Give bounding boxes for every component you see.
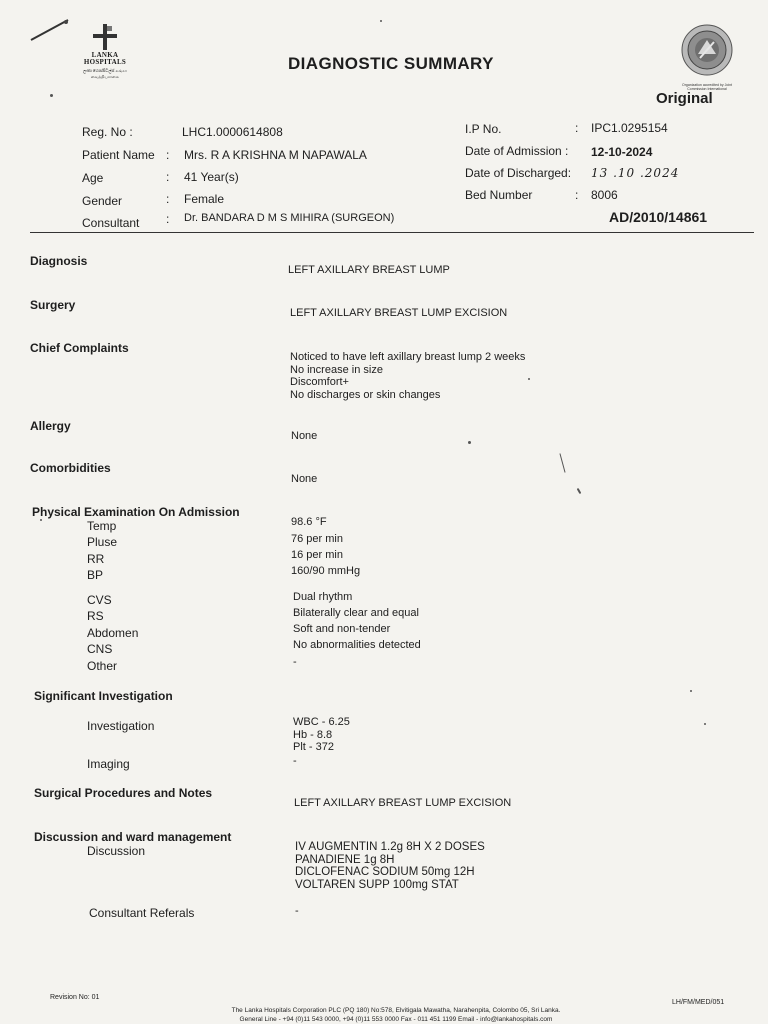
procedures-heading: Surgical Procedures and Notes xyxy=(34,786,213,800)
consultant-referrals-value: - xyxy=(295,905,299,917)
temp-value: 98.6 °F xyxy=(291,516,327,528)
consultant-referrals-label: Consultant Referals xyxy=(89,906,195,920)
scan-speck xyxy=(704,723,706,725)
temp-label: Temp xyxy=(87,519,117,533)
bp-value: 160/90 mmHg xyxy=(291,565,361,577)
procedures-value: LEFT AXILLARY BREAST LUMP EXCISION xyxy=(294,797,512,809)
medication-line: IV AUGMENTIN 1.2g 8H X 2 DOSES xyxy=(295,841,485,853)
surgery-value: LEFT AXILLARY BREAST LUMP EXCISION xyxy=(290,307,508,319)
diagnosis-heading: Diagnosis xyxy=(30,254,88,268)
accreditation-seal xyxy=(680,24,734,91)
cross-logo-icon xyxy=(85,22,125,52)
scan-speck xyxy=(40,519,42,521)
chief-complaints-list xyxy=(290,351,525,401)
footer-address xyxy=(196,1006,596,1024)
other-label: Other xyxy=(87,659,118,673)
age-label: Age xyxy=(82,171,104,185)
imaging-label: Imaging xyxy=(87,757,130,771)
imaging-value: - xyxy=(293,755,297,767)
admission-date-value: 12-10-2024 xyxy=(591,145,653,159)
comorbidities-value: None xyxy=(291,473,318,485)
medication-line: VOLTAREN SUPP 100mg STAT xyxy=(295,878,459,891)
bp-label: BP xyxy=(87,568,104,582)
admission-date-label: Date of Admission : xyxy=(465,144,569,158)
surgery-heading: Surgery xyxy=(30,298,76,312)
investigation-result-line: WBC - 6.25 xyxy=(293,716,350,728)
scan-speck xyxy=(690,690,692,692)
chief-complaints-heading: Chief Complaints xyxy=(30,341,129,355)
complaint-line: Discomfort+ xyxy=(290,376,349,388)
colon: : xyxy=(166,170,170,184)
pulse-label: Pluse xyxy=(87,535,118,549)
bed-number-label: Bed Number xyxy=(465,188,533,202)
seal-caption: Organization accredited by Joint Commission International xyxy=(682,83,732,91)
complaint-line: No discharges or skin changes xyxy=(290,388,441,401)
colon: : xyxy=(575,188,579,202)
revision-number: Revision No: 01 xyxy=(50,994,100,1001)
patient-name-value: Mrs. R A KRISHNA M NAPAWALA xyxy=(184,148,367,162)
rs-label: RS xyxy=(87,609,104,623)
investigation-results xyxy=(293,716,350,754)
scan-speck xyxy=(50,94,53,97)
other-value: - xyxy=(293,656,297,668)
allergy-value: None xyxy=(291,430,318,442)
hospital-logo xyxy=(70,22,140,80)
investigation-heading: Significant Investigation xyxy=(34,689,173,703)
rs-value: Bilaterally clear and equal xyxy=(293,607,419,619)
scan-speck xyxy=(559,453,565,473)
contact-line: General Line - +94 (0)11 543 0000, +94 (0)11 553 0000 Fax - 011 451 1199 Email - info@lankahospitals.com xyxy=(239,1016,553,1023)
cns-value: No abnormalities detected xyxy=(293,639,421,651)
medication-line: PANADIENE 1g 8H xyxy=(295,853,395,866)
form-reference: LH/FM/MED/051 xyxy=(672,999,725,1006)
ip-no-value: IPC1.0295154 xyxy=(591,121,668,135)
pen-mark-icon xyxy=(28,16,74,46)
colon: : xyxy=(166,192,170,206)
discharge-date-label: Date of Discharged: xyxy=(465,166,572,180)
colon: : xyxy=(166,212,170,226)
logo-name-line2: HOSPITALS xyxy=(83,58,127,66)
investigation-result-line: Hb - 8.8 xyxy=(293,728,333,741)
logo-name-line1: LANKA xyxy=(91,51,119,59)
scan-speck xyxy=(577,488,582,494)
colon: : xyxy=(166,148,170,162)
discharge-date-value: 13 .10 .2024 xyxy=(591,166,680,180)
logo-tagline: ලංකා හොස්පිටල්ස් லங்கா வைத்தியசாலை xyxy=(83,68,127,79)
cvs-value: Dual rhythm xyxy=(293,591,353,603)
ip-no-label: I.P No. xyxy=(465,122,502,136)
document-title: DIAGNOSTIC SUMMARY xyxy=(288,54,494,73)
rr-value: 16 per min xyxy=(291,549,343,561)
cvs-label: CVS xyxy=(87,593,112,607)
accreditation-seal-icon xyxy=(680,24,734,76)
address-line: The Lanka Hospitals Corporation PLC (PQ 180) No:578, Elvitigala Mawatha, Narahenpita, Colombo 05, Sri Lanka. xyxy=(231,1007,561,1014)
investigation-label: Investigation xyxy=(87,719,155,733)
rr-label: RR xyxy=(87,552,105,566)
colon: : xyxy=(575,121,579,135)
physical-exam-heading: Physical Examination On Admission xyxy=(32,505,240,519)
abdomen-label: Abdomen xyxy=(87,626,139,640)
discussion-heading: Discussion and ward management xyxy=(34,830,232,844)
header-divider xyxy=(30,232,754,233)
patient-name-label: Patient Name xyxy=(82,148,155,162)
reg-no-label: Reg. No : xyxy=(82,125,133,139)
bed-number-value: 8006 xyxy=(591,188,618,202)
consultant-value: Dr. BANDARA D M S MIHIRA (SURGEON) xyxy=(184,212,395,224)
age-value: 41 Year(s) xyxy=(184,170,239,184)
abdomen-value: Soft and non-tender xyxy=(293,623,391,635)
copy-status: Original xyxy=(656,90,713,107)
scan-speck xyxy=(380,20,382,22)
medication-line: DICLOFENAC SODIUM 50mg 12H xyxy=(295,866,475,878)
gender-value: Female xyxy=(184,192,225,206)
investigation-result-line: Plt - 372 xyxy=(293,741,334,753)
reg-no-value: LHC1.0000614808 xyxy=(182,125,283,139)
discussion-label: Discussion xyxy=(87,844,146,858)
admission-reference-number: AD/2010/14861 xyxy=(609,209,708,225)
cns-label: CNS xyxy=(87,642,113,656)
diagnosis-value: LEFT AXILLARY BREAST LUMP xyxy=(288,264,450,276)
consultant-label: Consultant xyxy=(82,216,140,230)
comorbidities-heading: Comorbidities xyxy=(30,461,111,475)
complaint-line: Noticed to have left axillary breast lump 2 weeks xyxy=(290,351,526,363)
gender-label: Gender xyxy=(82,194,123,208)
pulse-value: 76 per min xyxy=(291,533,343,545)
discussion-medications xyxy=(295,841,485,891)
complaint-line: No increase in size xyxy=(290,363,383,376)
scan-speck xyxy=(468,441,471,444)
allergy-heading: Allergy xyxy=(30,419,71,433)
scan-speck xyxy=(528,378,530,380)
